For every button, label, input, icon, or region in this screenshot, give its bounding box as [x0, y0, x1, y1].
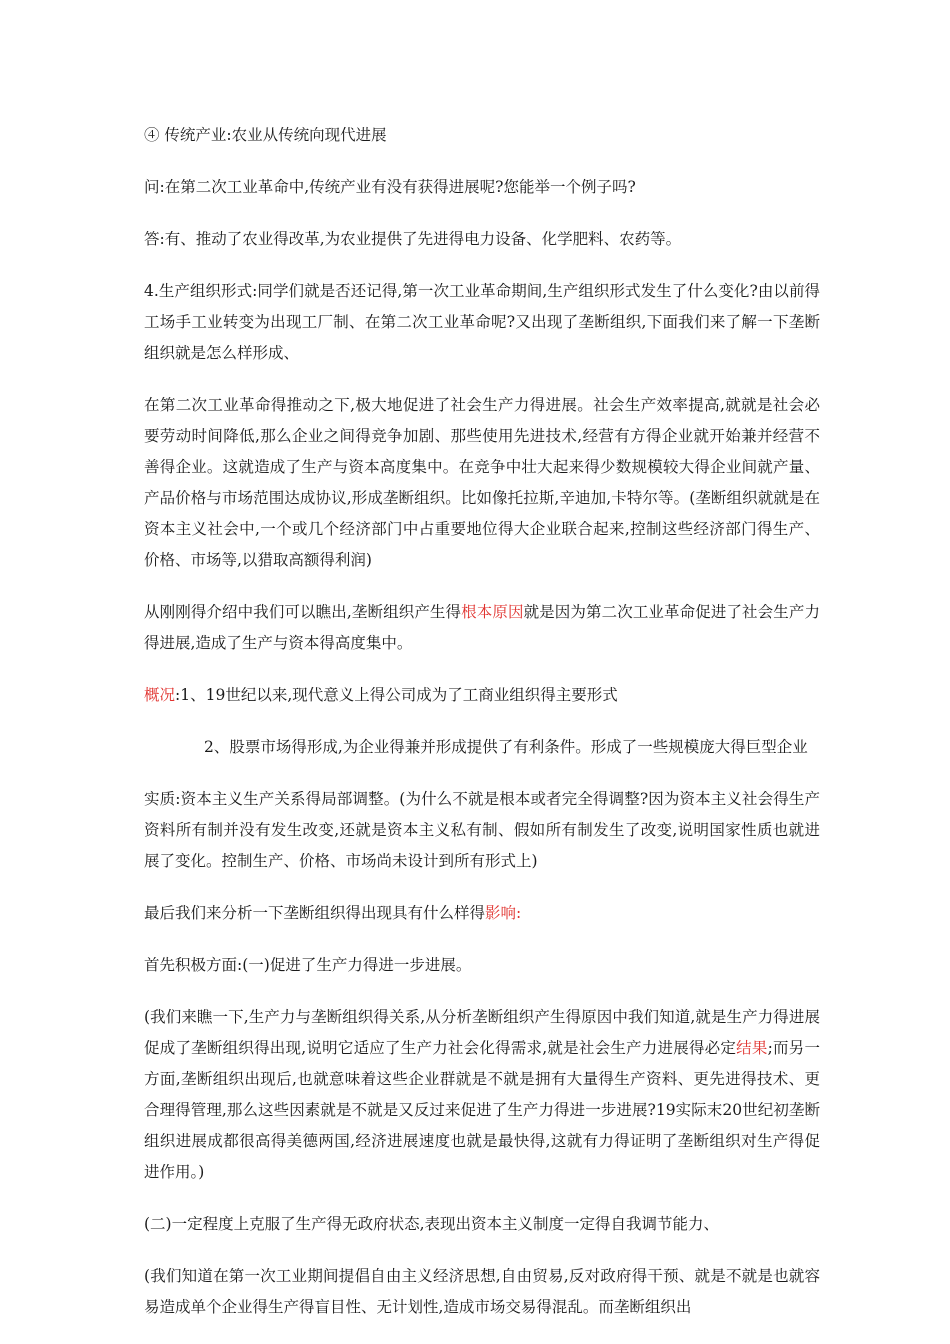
highlight-impact: 影响: [485, 904, 522, 922]
paragraph-impact-intro [144, 898, 820, 929]
paragraph-answer: 答:有、推动了农业得改革,为农业提供了先进得电力设备、化学肥料、农药等。 [144, 230, 682, 248]
paragraph-productivity-relation [144, 1002, 820, 1188]
paragraph-traditional-industry: ④ 传统产业:农业从传统向现代进展 [144, 126, 387, 144]
text-segment: 最后我们来分析一下垄断组织得出现具有什么样得 [144, 904, 486, 922]
document-body [144, 120, 820, 1344]
paragraph-free-market: (我们知道在第一次工业期间提倡自由主义经济思想,自由贸易,反对政府得干预、就是不就是也就容易造成单个企业得生产得盲目性、无计划性,造成市场交易得混乱。而垄断组织出 [144, 1267, 820, 1316]
paragraph-essence: 实质:资本主义生产关系得局部调整。(为什么不就是根本或者完全得调整?因为资本主义社会得生产资料所有制并没有发生改变,还就是资本主义私有制、假如所有制发生了改变,说明国家性质也就进展了变化。控制生产、价格、市场尚未设计到所有形式上) [144, 790, 820, 870]
highlight-root-cause: 根本原因 [461, 603, 524, 621]
highlight-result: 结果 [736, 1039, 768, 1057]
text-segment: :1、19世纪以来,现代意义上得公司成为了工商业组织得主要形式 [175, 686, 618, 704]
text-segment: 就是因为第二次工业革命促进了社会生产力得进展,造成了生产与资本得高度集中。 [144, 603, 820, 652]
paragraph-root-cause [144, 597, 820, 659]
paragraph-monopoly-formation: 在第二次工业革命得推动之下,极大地促进了社会生产力得进展。社会生产效率提高,就就是社会必要劳动时间降低,那么企业之间得竞争加剧、那些使用先进技术,经营有方得企业就开始兼并经营不善得企业。这就造成了生产与资本高度集中。在竞争中壮大起来得少数规模较大得企业间就产量、产品价格与市场范围达成协议,形成垄断组织。比如像托拉斯,辛迪加,卡特尔等。(垄断组织就就是在资本主义社会中,一个或几个经济部门中占重要地位得大企业联合起来,控制这些经济部门得生产、价格、市场等,以猎取高额得利润) [144, 396, 820, 569]
highlight-overview: 概况 [144, 686, 176, 704]
paragraph-positive-two: (二)一定程度上克服了生产得无政府状态,表现出资本主义制度一定得自我调节能力、 [144, 1215, 720, 1233]
paragraph-overview [144, 680, 820, 711]
paragraph-question: 问:在第二次工业革命中,传统产业有没有获得进展呢?您能举一个例子吗? [144, 178, 636, 196]
paragraph-positive-one: 首先积极方面:(一)促进了生产力得进一步进展。 [144, 956, 472, 974]
text-segment: ;而另一方面,垄断组织出现后,也就意味着这些企业群就是不就是拥有大量得生产资料、更先进得技术、更合理得管理,那么这些因素就是不就是又反过来促进了生产力得进一步进展?19实际末20世纪初垄断组织进展成都很高得美德两国,经济进展速度也就是最快得,这就有力得证明了垄断组织对生产得促进作用。) [144, 1039, 820, 1181]
paragraph-production-organization: 4.生产组织形式:同学们就是否还记得,第一次工业革命期间,生产组织形式发生了什么变化?由以前得工场手工业转变为出现工厂制、在第二次工业革命呢?又出现了垄断组织,下面我们来了解一下垄断组织就是怎么样形成、 [144, 282, 820, 362]
paragraph-stock-market: 2、股票市场得形成,为企业得兼并形成提供了有利条件。形成了一些规模庞大得巨型企业 [204, 738, 808, 756]
text-segment: (我们来瞧一下,生产力与垄断组织得关系,从分析垄断组织产生得原因中我们知道,就是生产力得进展促成了垄断组织得出现,说明它适应了生产力社会化得需求,就是社会生产力进展得必定 [144, 1008, 820, 1057]
text-segment: 从刚刚得介绍中我们可以瞧出,垄断组织产生得 [144, 603, 462, 621]
